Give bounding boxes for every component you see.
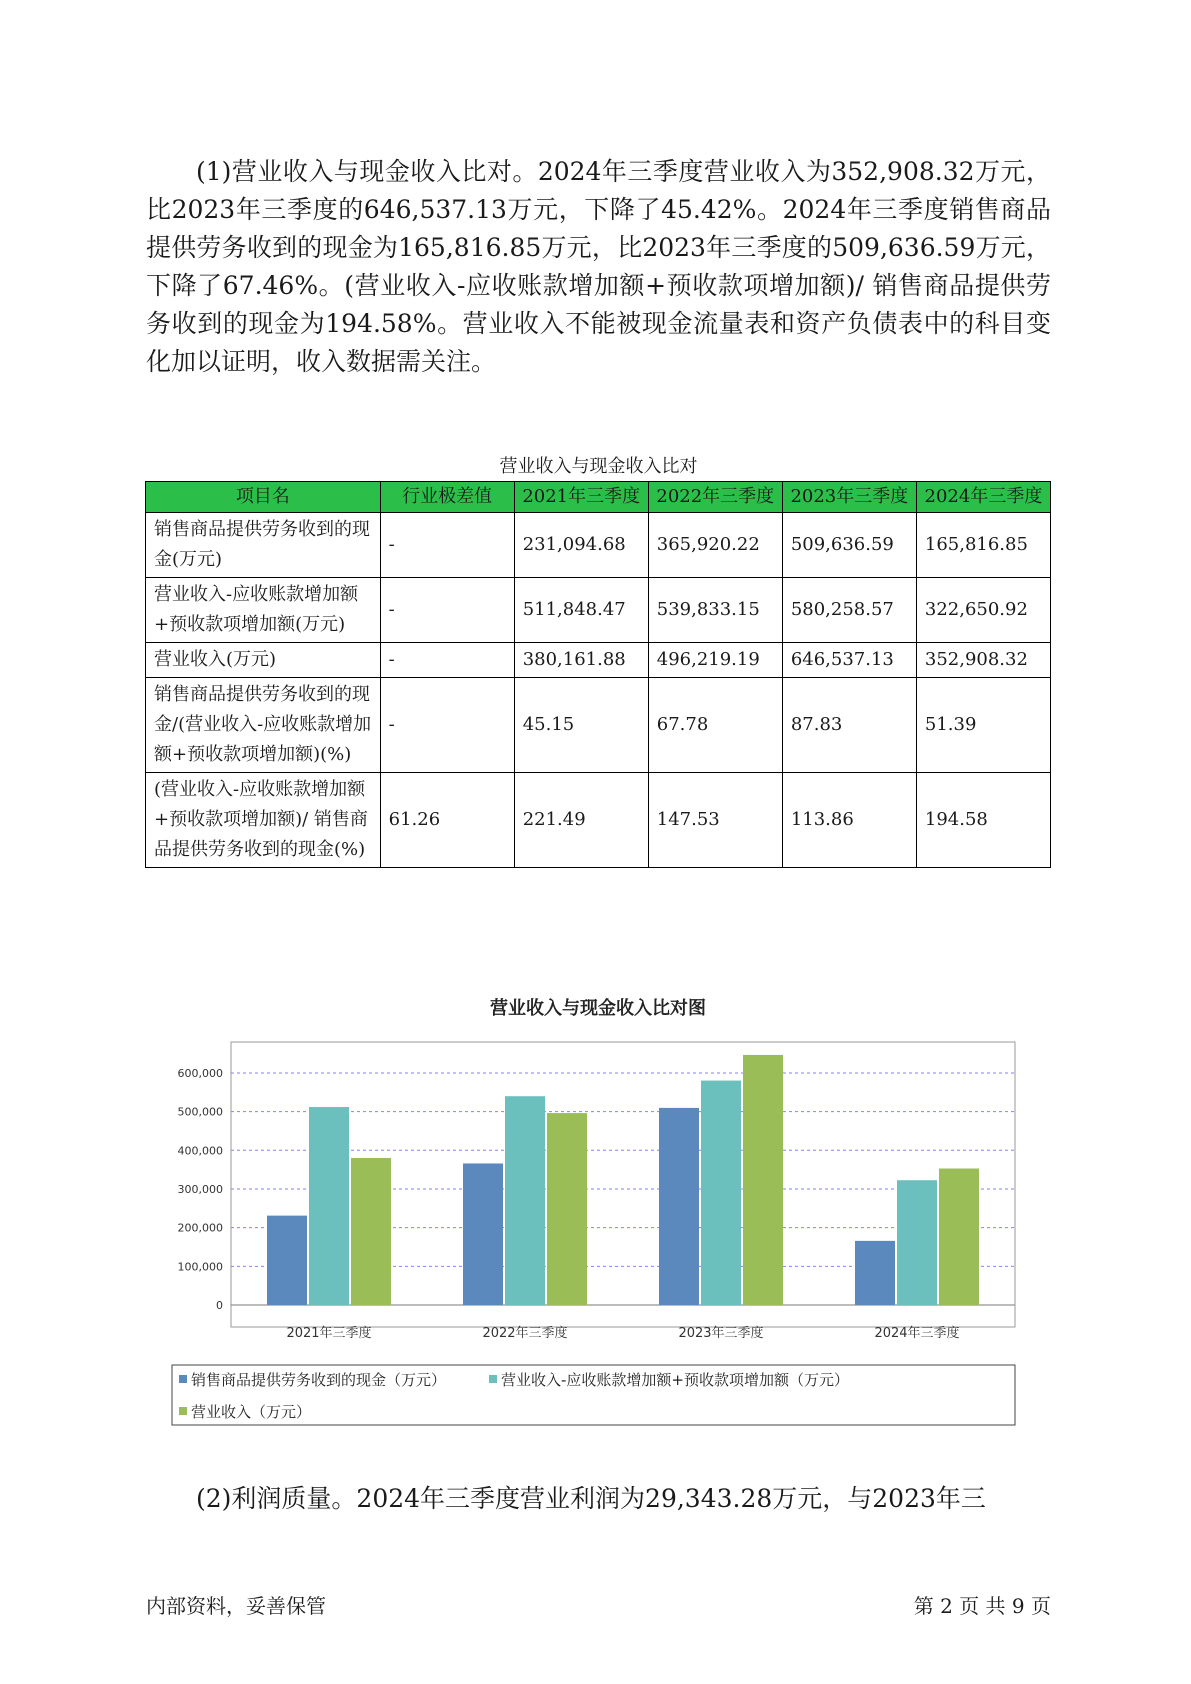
bar (351, 1158, 391, 1305)
cell-value: 511,848.47 (514, 578, 648, 643)
x-category-label: 2024年三季度 (874, 1326, 960, 1341)
bar (855, 1241, 895, 1305)
header-2022q3: 2022年三季度 (648, 482, 782, 513)
header-industry-range: 行业极差值 (380, 482, 514, 513)
analysis-paragraph: (1)营业收入与现金收入比对。2024年三季度营业收入为352,908.32万元，比2023年三季度的646,537.13万元，下降了45.42%。2024年三季度销售商品提供劳务收到的现金为165,816.85万元，比2023年三季度的509,636.59万元，下降了67.46%。(营业收入-应收账款增加额+预收款项增加额)/ 销售商品提供劳务收到的现金为194.58%。营业收入不能被现金流量表和资产负债表中的科目变化加以证明，收入数据需关注。 (146, 157, 1051, 376)
cell-value: 194.58 (916, 773, 1050, 868)
y-tick-label: 300,000 (177, 1182, 223, 1196)
row-label: 销售商品提供劳务收到的现金(万元) (146, 513, 381, 578)
table-row (146, 643, 1051, 678)
bars (267, 1055, 979, 1305)
header-2021q3: 2021年三季度 (514, 482, 648, 513)
row-label: 销售商品提供劳务收到的现金/(营业收入-应收账款增加额+预收款项增加额)(%) (146, 678, 381, 773)
row-label: 营业收入(万元) (146, 643, 381, 678)
table-row (146, 773, 1051, 868)
row-label: 营业收入-应收账款增加额+预收款项增加额(万元) (146, 578, 381, 643)
bar-chart-container (145, 990, 1051, 1430)
y-tick-label: 0 (216, 1299, 223, 1312)
legend-label: 营业收入（万元） (191, 1403, 312, 1421)
y-tick-label: 400,000 (177, 1144, 223, 1158)
cell-value: 221.49 (514, 773, 648, 868)
cell-value: 322,650.92 (916, 578, 1050, 643)
table-row (146, 578, 1051, 643)
cell-value: 365,920.22 (648, 513, 782, 578)
legend-swatch (179, 1407, 187, 1415)
chart-title: 营业收入与现金收入比对图 (490, 998, 706, 1019)
bar (505, 1096, 545, 1305)
cell-value: 231,094.68 (514, 513, 648, 578)
header-item-name: 项目名 (146, 482, 381, 513)
cell-value: 165,816.85 (916, 513, 1050, 578)
legend-item (179, 1371, 446, 1389)
legend-label: 营业收入-应收账款增加额+预收款项增加额（万元） (501, 1371, 849, 1389)
footer-page-number: 第 2 页 共 9 页 (913, 1594, 1051, 1618)
cell-value: 646,537.13 (782, 643, 916, 678)
row-label: (营业收入-应收账款增加额+预收款项增加额)/ 销售商品提供劳务收到的现金(%) (146, 773, 381, 868)
bar (743, 1055, 783, 1305)
header-2023q3: 2023年三季度 (782, 482, 916, 513)
cell-value: 509,636.59 (782, 513, 916, 578)
header-2024q3: 2024年三季度 (916, 482, 1050, 513)
comparison-table (145, 481, 1051, 868)
legend-swatch (489, 1375, 497, 1383)
x-category-label: 2023年三季度 (678, 1326, 764, 1341)
cell-value: - (380, 643, 514, 678)
cell-value: 496,219.19 (648, 643, 782, 678)
bar (897, 1180, 937, 1305)
profit-quality-paragraph: (2)利润质量。2024年三季度营业利润为29,343.28万元，与2023年三 (196, 1484, 986, 1513)
x-category-label: 2022年三季度 (482, 1326, 568, 1341)
y-tick-label: 600,000 (177, 1066, 223, 1080)
bar (547, 1113, 587, 1305)
table-row (146, 513, 1051, 578)
cell-value: 113.86 (782, 773, 916, 868)
cell-value: 61.26 (380, 773, 514, 868)
cell-value: - (380, 678, 514, 773)
bar-chart (145, 990, 1051, 1430)
cell-value: 45.15 (514, 678, 648, 773)
cell-value: 51.39 (916, 678, 1050, 773)
footer-confidential: 内部资料，妥善保管 (146, 1594, 326, 1618)
bar (939, 1169, 979, 1305)
bar (267, 1216, 307, 1305)
cell-value: 380,161.88 (514, 643, 648, 678)
cell-value: 87.83 (782, 678, 916, 773)
legend-swatch (179, 1375, 187, 1383)
y-tick-label: 200,000 (177, 1221, 223, 1235)
table-header-row (146, 482, 1051, 513)
y-tick-label: 500,000 (177, 1105, 223, 1119)
cell-value: 539,833.15 (648, 578, 782, 643)
x-category-label: 2021年三季度 (286, 1326, 372, 1341)
bar (701, 1081, 741, 1305)
legend-item (179, 1403, 311, 1421)
cell-value: 580,258.57 (782, 578, 916, 643)
cell-value: 352,908.32 (916, 643, 1050, 678)
legend-item (489, 1371, 849, 1389)
y-tick-label: 100,000 (177, 1260, 223, 1274)
cell-value: 147.53 (648, 773, 782, 868)
cell-value: - (380, 513, 514, 578)
table-row (146, 678, 1051, 773)
cell-value: - (380, 578, 514, 643)
bar (463, 1163, 503, 1305)
table-caption: 营业收入与现金收入比对 (499, 456, 698, 477)
page-footer (146, 1590, 1051, 1619)
bar (309, 1107, 349, 1305)
legend-label: 销售商品提供劳务收到的现金（万元） (191, 1371, 447, 1389)
cell-value: 67.78 (648, 678, 782, 773)
bar (659, 1108, 699, 1305)
